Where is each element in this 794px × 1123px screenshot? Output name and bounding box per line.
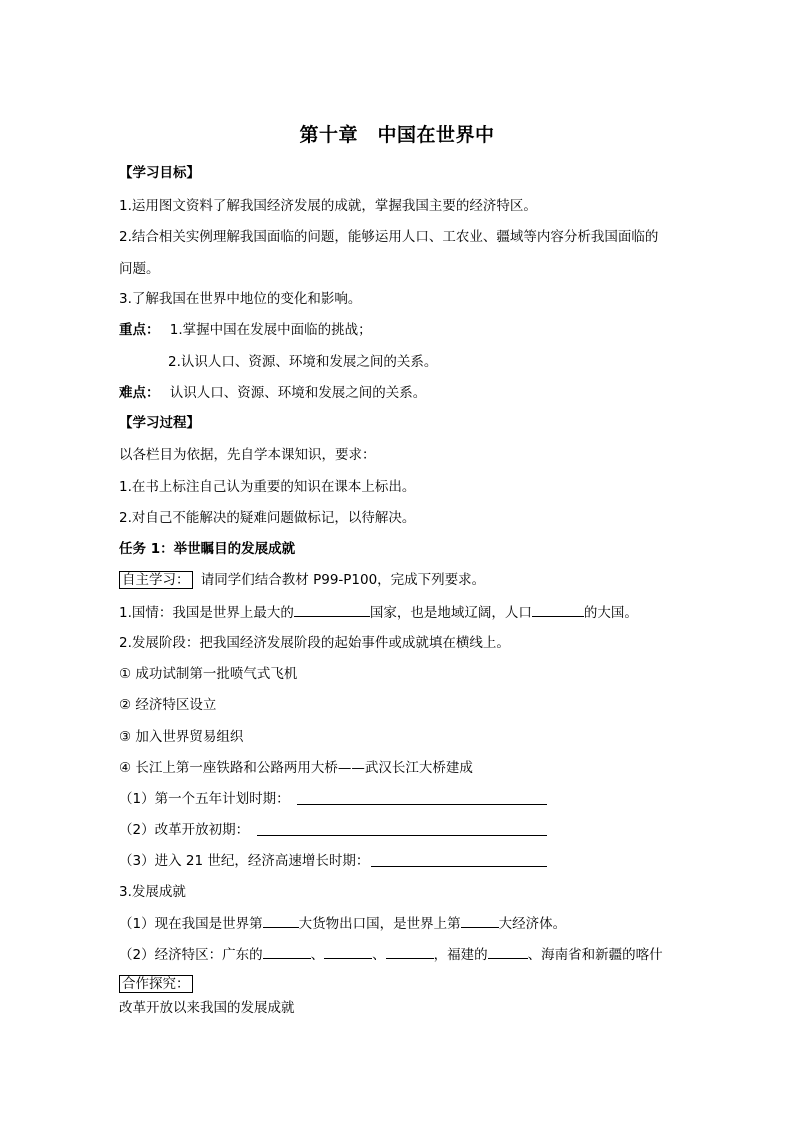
- difficult-row: [119, 384, 426, 402]
- q3-2-sep-1: 、: [310, 947, 325, 963]
- stage-1-blank[interactable]: [297, 804, 547, 805]
- q1-text-a: 1.国情：我国是世界上最大的: [119, 605, 294, 621]
- q1-text-c: 的大国。: [583, 605, 638, 621]
- question-2: 2.发展阶段：把我国经济发展阶段的起始事件或成就填在横线上。: [119, 635, 510, 651]
- stage-3-blank[interactable]: [371, 866, 547, 867]
- self-study-text: 请同学们结合教材 P99-P100，完成下列要求。: [200, 572, 486, 588]
- key-points-label: 重点：: [119, 322, 160, 338]
- q3-2-text-b: ，福建的: [433, 947, 488, 963]
- goal-item-2: 2.结合相关实例理解我国面临的问题，能够运用人口、工农业、疆域等内容分析我国面临的: [119, 229, 659, 245]
- goals-header: 【学习目标】: [119, 165, 200, 181]
- self-study-label: 自主学习：: [119, 571, 193, 589]
- key-points-row: [119, 321, 372, 339]
- question-3: 3.发展成就: [119, 884, 186, 900]
- q3-2-blank-3[interactable]: [386, 945, 434, 959]
- coop-text: 改革开放以来我国的发展成就: [119, 1000, 295, 1016]
- option-1: ① 成功试制第一批喷气式飞机: [119, 666, 298, 682]
- q3-1-row: [119, 914, 566, 933]
- goal-item-1: 1.运用图文资料了解我国经济发展的成就，掌握我国主要的经济特区。: [119, 198, 537, 214]
- q3-1-blank-2[interactable]: [461, 914, 499, 928]
- process-header: 【学习过程】: [119, 415, 200, 431]
- difficult-text: 认识人口、资源、环境和发展之间的关系。: [169, 385, 427, 401]
- q3-2-text-c: 、海南省和新疆的喀什: [527, 947, 663, 963]
- key-point-1: 1.掌握中国在发展中面临的挑战；: [169, 322, 372, 338]
- option-4: ④ 长江上第一座铁路和公路两用大桥——武汉长江大桥建成: [119, 760, 473, 776]
- difficult-label: 难点：: [119, 385, 160, 401]
- q1-blank-1[interactable]: [294, 603, 370, 617]
- process-intro: 以各栏目为依据，先自学本课知识，要求：: [119, 447, 376, 463]
- q1-blank-2[interactable]: [532, 603, 584, 617]
- q3-2-text-a: （2）经济特区：广东的: [119, 947, 263, 963]
- process-item-2: 2.对自己不能解决的疑难问题做标记，以待解决。: [119, 510, 416, 526]
- key-point-2: 2.认识人口、资源、环境和发展之间的关系。: [168, 354, 438, 370]
- q3-1-text-c: 大经济体。: [498, 916, 567, 932]
- goal-item-3: 3.了解我国在世界中地位的变化和影响。: [119, 291, 362, 307]
- q3-1-text-a: （1）现在我国是世界第: [119, 916, 263, 932]
- page-title: 第十章 中国在世界中: [299, 124, 495, 146]
- option-2: ② 经济特区设立: [119, 697, 217, 713]
- self-study-row: [119, 571, 485, 589]
- q3-2-sep-2: 、: [372, 947, 386, 963]
- q1-text-b: 国家，也是地域辽阔，人口: [369, 605, 532, 621]
- coop-label: 合作探究：: [119, 975, 193, 993]
- q3-2-row: [119, 945, 663, 964]
- q3-1-blank-1[interactable]: [263, 914, 299, 928]
- stage-1-row: [119, 790, 290, 808]
- q3-1-text-b: 大货物出口国，是世界上第: [298, 916, 461, 932]
- stage-2-label: （2）改革开放初期：: [119, 822, 250, 838]
- stage-2-blank[interactable]: [257, 835, 547, 836]
- stage-1-label: （1）第一个五年计划时期：: [119, 791, 290, 807]
- stage-3-row: [119, 852, 369, 870]
- stage-2-row: [119, 821, 249, 839]
- q3-2-blank-4[interactable]: [488, 945, 528, 959]
- coop-row: [119, 975, 193, 993]
- question-1: [119, 603, 638, 622]
- q3-2-blank-2[interactable]: [324, 945, 372, 959]
- q3-2-blank-1[interactable]: [263, 945, 311, 959]
- task1-title: 任务 1：举世瞩目的发展成就: [119, 541, 296, 557]
- process-item-1: 1.在书上标注自己认为重要的知识在课本上标出。: [119, 479, 416, 495]
- stage-3-label: （3）进入 21 世纪，经济高速增长时期：: [119, 853, 370, 869]
- goal-item-2-cont: 问题。: [119, 261, 160, 277]
- option-3: ③ 加入世界贸易组织: [119, 729, 244, 745]
